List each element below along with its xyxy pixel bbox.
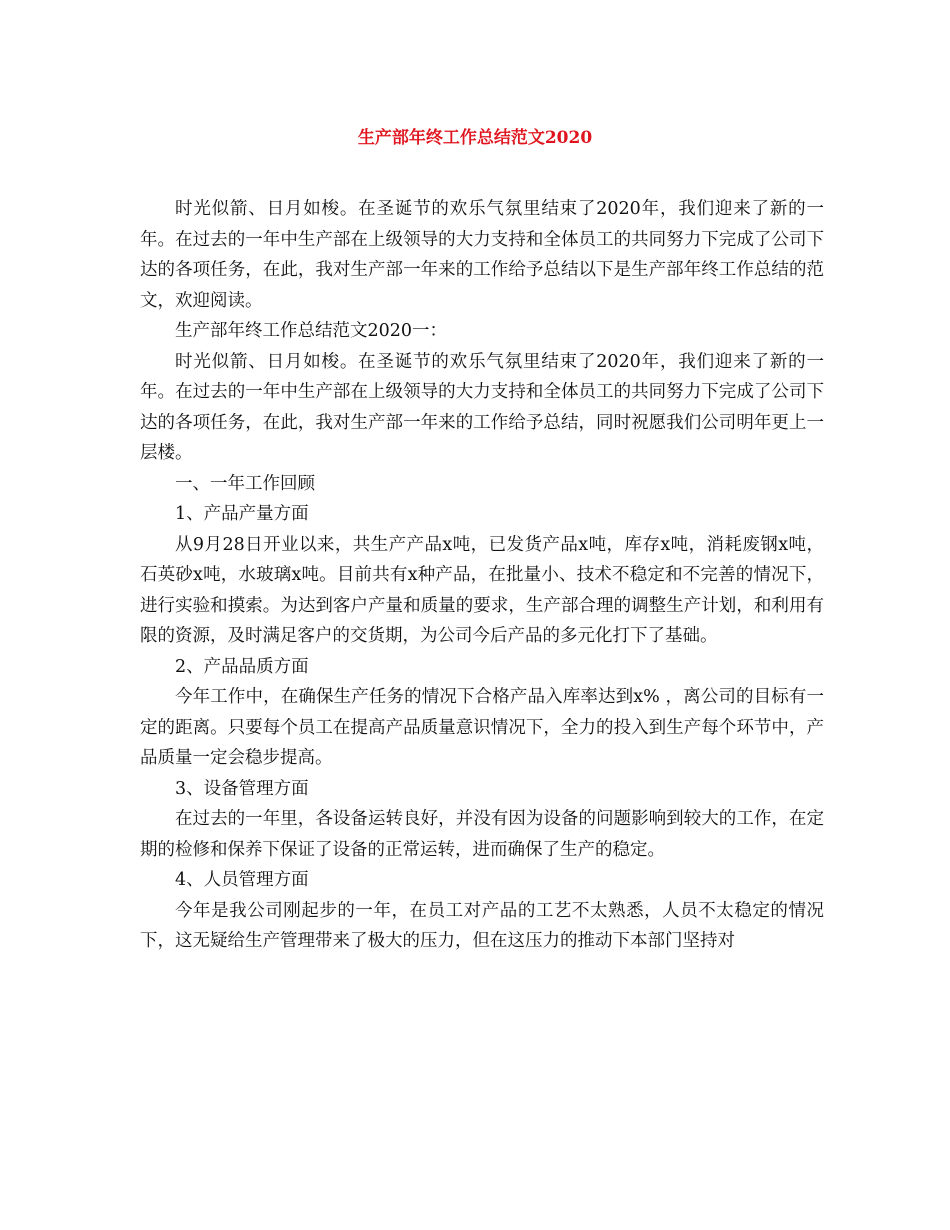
intro-paragraph: 时光似箭、日月如梭。在圣诞节的欢乐气氛里结束了2020年，我们迎来了新的一年。在过去的一年中生产部在上级领导的大力支持和全体员工的共同努力下完成了公司下达的各项任务，在此，我对生产部一年来的工作给予总结以下是生产部年终工作总结的范文，欢迎阅读。 — [140, 199, 824, 311]
section-heading-year-review: 一、一年工作回顾 — [175, 473, 315, 494]
equipment-management-paragraph: 在过去的一年里，各设备运转良好，并没有因为设备的问题影响到较大的工作，在定期的检修和保养下保证了设备的正常运转，进而确保了生产的稳定。 — [140, 809, 824, 860]
product-output-paragraph: 从9月28日开业以来，共生产产品x吨，已发货产品x吨，库存x吨，消耗废钢x吨，石英砂x吨，水玻璃x吨。目前共有x种产品，在批量小、技术不稳定和不完善的情况下，进行实验和摸索。为达到客户产量和质量的要求，生产部合理的调整生产计划，和利用有限的资源，及时满足客户的交货期，为公司今后产品的多元化打下了基础。 — [140, 534, 824, 646]
subheading-equipment-management: 3、设备管理方面 — [175, 778, 309, 799]
product-quality-paragraph: 今年工作中，在确保生产任务的情况下合格产品入库率达到x% ，离公司的目标有一定的距离。只要每个员工在提高产品质量意识情况下，全力的投入到生产每个环节中，产品质量一定会稳步提高。 — [140, 687, 824, 768]
document-body — [140, 194, 824, 957]
document-title: 生产部年终工作总结范文2020 — [357, 128, 593, 148]
personnel-management-paragraph: 今年是我公司刚起步的一年，在员工对产品的工艺不太熟悉，人员不太稳定的情况下，这无疑给生产管理带来了极大的压力，但在这压力的推动下本部门坚持对 — [140, 900, 824, 951]
subheading-product-output: 1、产品产量方面 — [175, 504, 309, 524]
sample-one-paragraph: 时光似箭、日月如梭。在圣诞节的欢乐气氛里结束了2020年，我们迎来了新的一年。在过去的一年中生产部在上级领导的大力支持和全体员工的共同努力下完成了公司下达的各项任务，在此，我对生产部一年来的工作给予总结，同时祝愿我们公司明年更上一层楼。 — [140, 351, 824, 463]
subheading-product-quality: 2、产品品质方面 — [175, 656, 309, 677]
section-heading-sample-one: 生产部年终工作总结范文2020一： — [175, 321, 448, 341]
subheading-personnel-management: 4、人员管理方面 — [175, 870, 309, 890]
